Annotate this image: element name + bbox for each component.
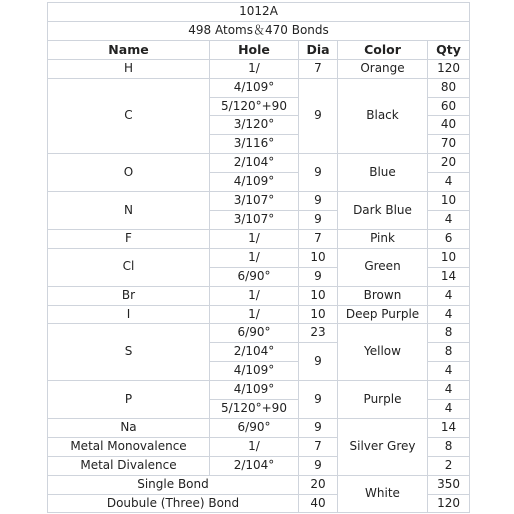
table-row	[48, 324, 470, 343]
cell-dia: 9	[299, 78, 338, 154]
cell-hole: 4/109°	[210, 362, 299, 381]
parts-list-sheet	[47, 2, 469, 513]
cell-name: Na	[48, 418, 210, 437]
cell-qty: 14	[428, 267, 470, 286]
cell-dia: 10	[299, 286, 338, 305]
cell-qty: 70	[428, 135, 470, 154]
cell-color: Deep Purple	[338, 305, 428, 324]
cell-name: H	[48, 59, 210, 78]
cell-hole: 6/90°	[210, 324, 299, 343]
cell-qty: 10	[428, 192, 470, 211]
cell-qty: 4	[428, 362, 470, 381]
cell-name: Metal Monovalence	[48, 437, 210, 456]
cell-hole: 1/	[210, 229, 299, 248]
cell-name: O	[48, 154, 210, 192]
cell-dia: 9	[299, 267, 338, 286]
table-row	[48, 78, 470, 97]
cell-qty: 4	[428, 286, 470, 305]
cell-dia: 10	[299, 248, 338, 267]
cell-color: Green	[338, 248, 428, 286]
cell-dia: 9	[299, 456, 338, 475]
cell-dia: 9	[299, 210, 338, 229]
table-row	[48, 59, 470, 78]
table-row	[48, 154, 470, 173]
cell-hole: 2/104°	[210, 343, 299, 362]
cell-dia: 7	[299, 59, 338, 78]
cell-qty: 40	[428, 116, 470, 135]
cell-qty: 8	[428, 343, 470, 362]
cell-hole: 2/104°	[210, 456, 299, 475]
cell-hole: 1/	[210, 437, 299, 456]
cell-color: Dark Blue	[338, 192, 428, 230]
cell-qty: 4	[428, 210, 470, 229]
cell-hole: 1/	[210, 305, 299, 324]
cell-name: C	[48, 78, 210, 154]
cell-color: Pink	[338, 229, 428, 248]
cell-name: P	[48, 381, 210, 419]
table-row	[48, 192, 470, 211]
table-row	[48, 381, 470, 400]
header-row	[48, 40, 470, 59]
cell-dia: 9	[299, 418, 338, 437]
cell-qty: 120	[428, 59, 470, 78]
table-row	[48, 229, 470, 248]
cell-dia: 7	[299, 437, 338, 456]
cell-hole: 1/	[210, 286, 299, 305]
cell-color: Silver Grey	[338, 418, 428, 475]
cell-dia: 23	[299, 324, 338, 343]
cell-qty: 20	[428, 154, 470, 173]
cell-qty: 8	[428, 324, 470, 343]
cell-hole: 5/120°+90	[210, 400, 299, 419]
header-dia: Dia	[299, 40, 338, 59]
cell-hole: 6/90°	[210, 267, 299, 286]
cell-dia: 10	[299, 305, 338, 324]
cell-name: N	[48, 192, 210, 230]
cell-qty: 4	[428, 400, 470, 419]
cell-qty: 80	[428, 78, 470, 97]
cell-name: Single Bond	[48, 475, 299, 494]
cell-dia: 7	[299, 229, 338, 248]
cell-qty: 4	[428, 173, 470, 192]
cell-hole: 6/90°	[210, 418, 299, 437]
kit-subtitle: 498 Atoms＆470 Bonds	[48, 21, 470, 40]
cell-hole: 3/107°	[210, 210, 299, 229]
cell-color: Purple	[338, 381, 428, 419]
table-row	[48, 475, 470, 494]
cell-color: Brown	[338, 286, 428, 305]
cell-hole: 3/120°	[210, 116, 299, 135]
cell-qty: 60	[428, 97, 470, 116]
table-row	[48, 305, 470, 324]
cell-dia: 20	[299, 475, 338, 494]
cell-color: Black	[338, 78, 428, 154]
cell-name: F	[48, 229, 210, 248]
cell-dia: 9	[299, 381, 338, 419]
cell-dia: 9	[299, 154, 338, 192]
cell-color: Orange	[338, 59, 428, 78]
cell-qty: 4	[428, 305, 470, 324]
parts-table	[47, 2, 470, 513]
cell-hole: 3/116°	[210, 135, 299, 154]
cell-qty: 4	[428, 381, 470, 400]
cell-qty: 350	[428, 475, 470, 494]
cell-hole: 3/107°	[210, 192, 299, 211]
cell-hole: 5/120°+90	[210, 97, 299, 116]
cell-color: Yellow	[338, 324, 428, 381]
cell-name: I	[48, 305, 210, 324]
cell-hole: 4/109°	[210, 381, 299, 400]
cell-hole: 2/104°	[210, 154, 299, 173]
cell-name: S	[48, 324, 210, 381]
cell-hole: 1/	[210, 248, 299, 267]
cell-qty: 120	[428, 494, 470, 513]
header-name: Name	[48, 40, 210, 59]
cell-name: Cl	[48, 248, 210, 286]
cell-qty: 14	[428, 418, 470, 437]
cell-name: Doubule (Three) Bond	[48, 494, 299, 513]
cell-name: Br	[48, 286, 210, 305]
cell-name: Metal Divalence	[48, 456, 210, 475]
cell-hole: 1/	[210, 59, 299, 78]
header-color: Color	[338, 40, 428, 59]
table-row	[48, 248, 470, 267]
cell-dia: 9	[299, 343, 338, 381]
cell-qty: 10	[428, 248, 470, 267]
cell-hole: 4/109°	[210, 78, 299, 97]
cell-hole: 4/109°	[210, 173, 299, 192]
cell-color: Blue	[338, 154, 428, 192]
table-row	[48, 418, 470, 437]
cell-dia: 40	[299, 494, 338, 513]
cell-qty: 6	[428, 229, 470, 248]
cell-qty: 8	[428, 437, 470, 456]
cell-qty: 2	[428, 456, 470, 475]
cell-color: White	[338, 475, 428, 513]
table-row	[48, 286, 470, 305]
header-qty: Qty	[428, 40, 470, 59]
kit-title: 1012A	[48, 3, 470, 22]
header-hole: Hole	[210, 40, 299, 59]
cell-dia: 9	[299, 192, 338, 211]
